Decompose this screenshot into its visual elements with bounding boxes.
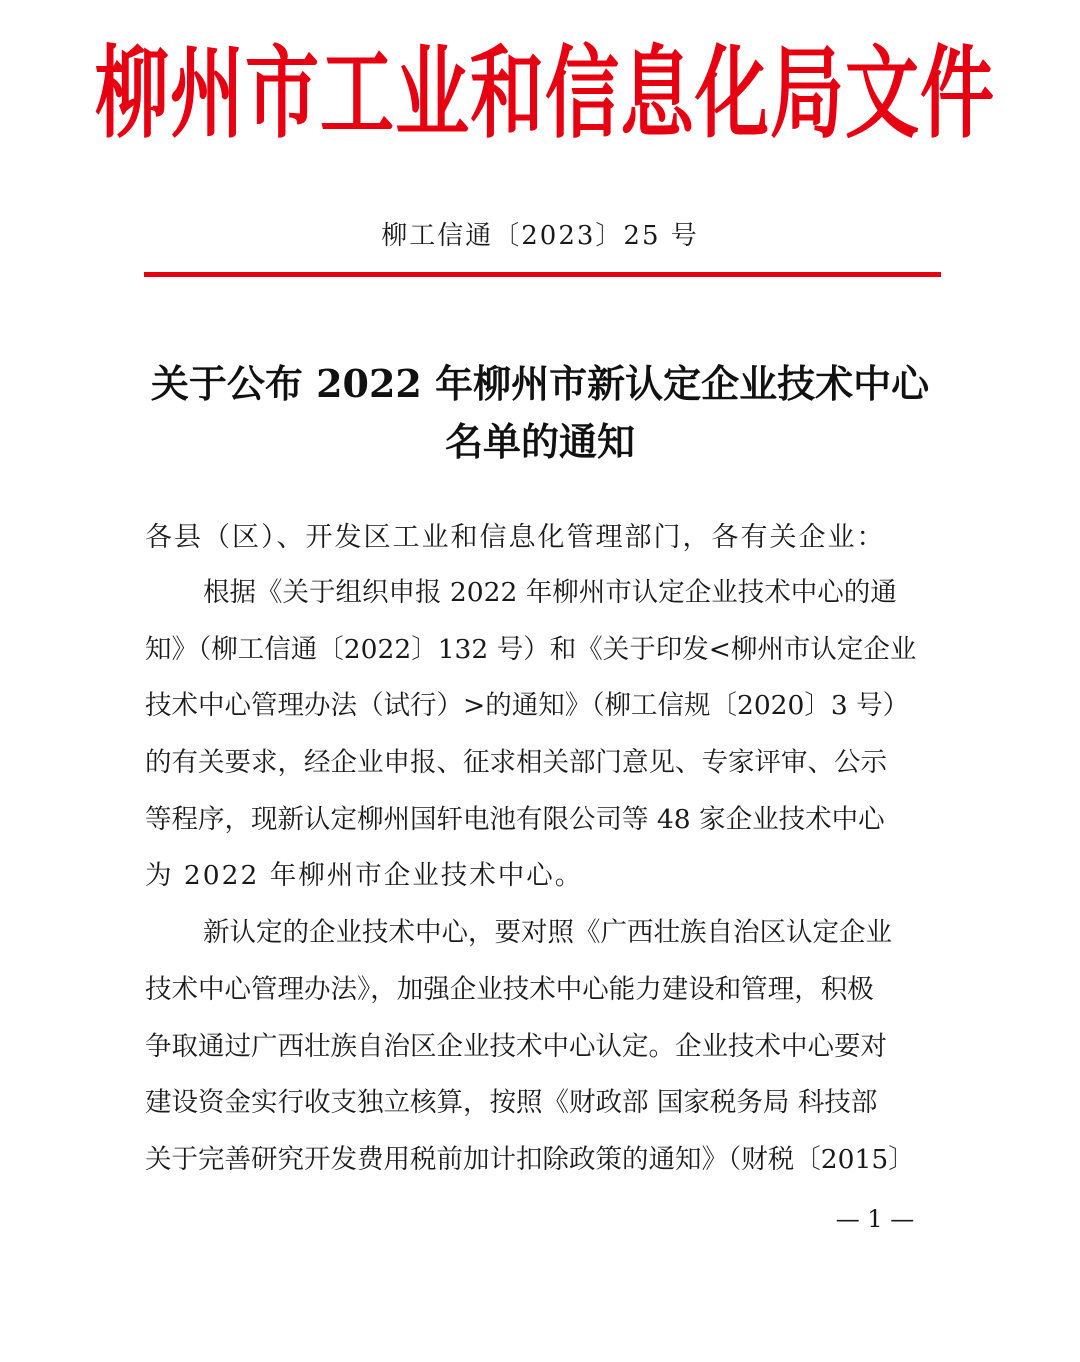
paragraph-2-line: 关于完善研究开发费用税前加计扣除政策的通知》（财税〔2015〕 <box>145 1143 915 1175</box>
paragraph-2-line: 新认定的企业技术中心，要对照《广西壮族自治区认定企业 <box>203 917 892 949</box>
red-divider-rule <box>144 272 941 277</box>
paragraph-1-line: 技术中心管理办法（试行）>的通知》（柳工信规〔2020〕3 号） <box>145 690 910 722</box>
document-number: 柳工信通〔2023〕25 号 <box>381 221 699 251</box>
paragraph-2-line: 争取通过广西壮族自治区企业技术中心认定。企业技术中心要对 <box>145 1030 887 1062</box>
paragraph-2-line: 技术中心管理办法》，加强企业技术中心能力建设和管理，积极 <box>145 973 874 1005</box>
agency-header-title: 柳州市工业和信息化局文件 <box>95 36 995 153</box>
document-title-line-1: 关于公布 2022 年柳州市新认定企业技术中心 <box>150 361 930 406</box>
paragraph-1-line: 的有关要求，经企业申报、征求相关部门意见、专家评审、公示 <box>145 747 887 779</box>
paragraph-1-line: 等程序，现新认定柳州国轩电池有限公司等 48 家企业技术中心 <box>145 803 885 835</box>
body-text <box>145 572 945 1196</box>
document-title <box>120 355 960 471</box>
document-title-line-2: 名单的通知 <box>444 419 635 464</box>
paragraph-2-line: 建设资金实行收支独立核算，按照《财政部 国家税务局 科技部 <box>145 1087 878 1119</box>
paragraph-1-line: 根据《关于组织申报 2022 年柳州市认定企业技术中心的通 <box>203 577 897 608</box>
paragraph-1-line: 知》（柳工信通〔2022〕132 号）和《关于印发<柳州市认定企业 <box>145 633 917 665</box>
salutation: 各县（区）、开发区工业和信息化管理部门，各有关企业： <box>145 522 886 553</box>
page-number: — 1 — <box>835 1205 915 1233</box>
paragraph-1-line: 为 2022 年柳州市企业技术中心。 <box>145 860 584 892</box>
